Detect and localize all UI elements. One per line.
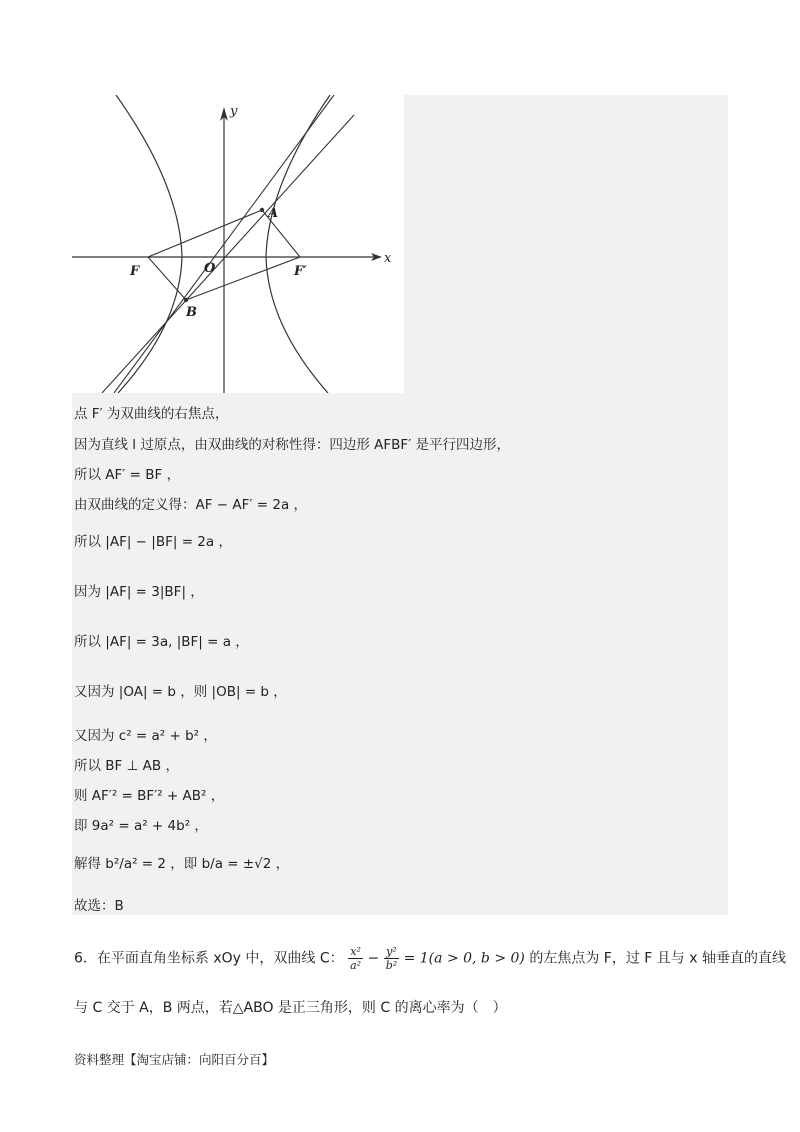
label-A: A: [268, 206, 279, 221]
label-Fprime: F′: [294, 264, 307, 279]
solution-line: 所以 |AF| = 3a, |BF| = a ，: [74, 634, 249, 650]
solution-line: 故选：B: [74, 898, 124, 914]
question-prefix: 6．在平面直角坐标系 xOy 中，双曲线 C：: [74, 950, 344, 967]
solution-line: 所以 BF ⊥ AB ，: [74, 758, 179, 774]
solution-line: 所以 |AF| − |BF| = 2a ，: [74, 534, 232, 550]
solution-line: 点 F′ 为双曲线的右焦点，: [74, 406, 229, 422]
solution-line: 解得 b²/a² = 2 ，即 b/a = ±√2 ，: [74, 856, 290, 872]
solution-line: 因为 |AF| = 3|BF| ，: [74, 584, 204, 600]
hyperbola-diagram: [72, 95, 404, 393]
solution-line: 又因为 |OA| = b ，则 |OB| = b ，: [74, 684, 287, 700]
solution-line: 则 AF′² = BF′² + AB² ，: [74, 788, 225, 804]
line-l: [102, 115, 354, 393]
solution-line: 所以 AF′ = BF ，: [74, 467, 181, 483]
equation-tail: = 1(a > 0, b > 0): [403, 950, 525, 967]
point-B-dot: [184, 298, 188, 302]
label-x: x: [384, 251, 392, 266]
label-B: B: [186, 305, 197, 320]
fraction-x2-a2: $\frac{\text{x²}}{\text{a²}}$: [350, 945, 362, 972]
question-suffix: 的左焦点为 F，过 F 且与 x 轴垂直的直线: [529, 950, 786, 967]
fraction-y2-b2: $\frac{\text{y²}}{\text{b²}}$: [385, 945, 398, 972]
solution-line: 由双曲线的定义得：AF − AF′ = 2a ，: [74, 497, 308, 513]
hyperbola-left-branch: [116, 95, 182, 393]
question-6-line1: [74, 945, 786, 972]
hyperbola-figure: [72, 95, 404, 393]
footer-note: 资料整理【淘宝店铺：向阳百分百】: [74, 1052, 275, 1067]
point-A-dot: [260, 208, 264, 212]
solution-line: 因为直线 l 过原点，由双曲线的对称性得：四边形 AFBF′ 是平行四边形，: [74, 437, 511, 453]
hyperbola-right-branch: [266, 95, 330, 393]
question-6-line2: 与 C 交于 A，B 两点，若△ABO 是正三角形，则 C 的离心率为（ ）: [74, 1000, 507, 1016]
label-F: F: [130, 264, 140, 279]
label-y: y: [230, 104, 238, 119]
label-O: O: [204, 261, 216, 276]
solution-line: 又因为 c² = a² + b² ，: [74, 728, 217, 744]
minus-sign: −: [367, 950, 380, 967]
solution-line: 即 9a² = a² + 4b² ，: [74, 818, 208, 834]
